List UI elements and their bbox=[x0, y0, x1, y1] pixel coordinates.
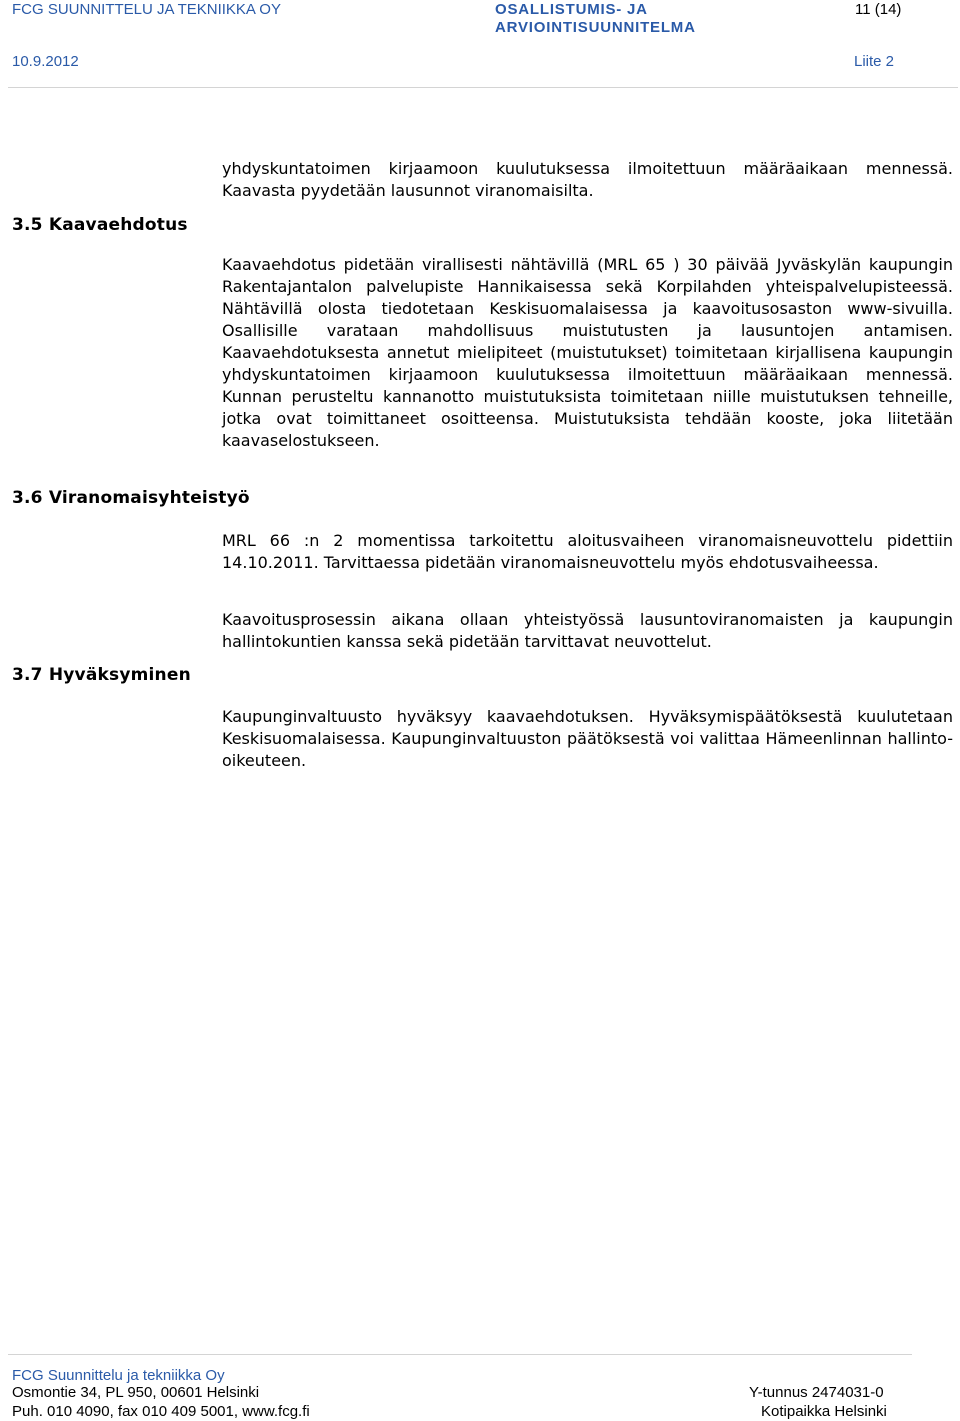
footer-domicile: Kotipaikka Helsinki bbox=[761, 1403, 887, 1420]
kaavaehdotus-paragraph: Kaavaehdotus pidetään virallisesti nähtävillä (MRL 65 ) 30 päivää Jyväskylän kaupungin Rakentajantalon palvelupiste Hannikaisessa sekä Korpilahden yhteispalvelupisteessä. Nähtävillä olosta tiedotetaan Keskisuomalaisessa ja kaavoitusosaston www-sivuilla. Osallisille varataan mahdollisuus muistutusten ja lausuntojen antamisen. Kaavaehdotuksesta annetut mielipiteet (muistutukset) toimitetaan kirjallisena kaupungin yhdyskuntatoimen kirjaamoon kuulutuksessa ilmoitettuun määräaikaan mennessä. Kunnan perusteltu kannanotto muistutuksista toimitetaan niille muistutuksen tehneille, jotka ovat toimittaneet osoitteensa. Muistutuksista tehdään kooste, joka liitetään kaavaselostukseen. bbox=[222, 255, 953, 450]
footer-business-id: Y-tunnus 2474031-0 bbox=[749, 1384, 884, 1401]
page-number: 11 (14) bbox=[855, 1, 902, 18]
footer-address: Osmontie 34, PL 950, 00601 Helsinki bbox=[12, 1384, 260, 1401]
header-divider bbox=[8, 87, 958, 88]
footer-org-name: FCG Suunnittelu ja tekniikka Oy bbox=[12, 1367, 225, 1384]
attachment-label: Liite 2 bbox=[854, 53, 895, 70]
document-date: 10.9.2012 bbox=[12, 53, 79, 70]
section-heading-viranomaisyhteistyo: 3.6 Viranomaisyhteistyö bbox=[12, 488, 250, 508]
viranomaisyhteistyo-paragraph-2: Kaavoitusprosessin aikana ollaan yhteistyössä lausuntoviranomaisten ja kaupungin hallintokuntien kanssa sekä pidetään tarvittavat neuvottelut. bbox=[222, 610, 953, 651]
section-heading-hyvaksyminen: 3.7 Hyväksyminen bbox=[12, 665, 191, 685]
viranomaisyhteistyo-paragraph-1: MRL 66 :n 2 momentissa tarkoitettu aloitusvaiheen viranomaisneuvottelu pidettiin 14.10.2011. Tarvittaessa pidetään viranomaisneuvottelu myös ehdotusvaiheessa. bbox=[222, 531, 953, 572]
footer-contact: Puh. 010 4090, fax 010 409 5001, www.fcg.fi bbox=[12, 1403, 310, 1420]
footer-divider bbox=[8, 1354, 912, 1355]
header-org-name: FCG SUUNNITTELU JA TEKNIIKKA OY bbox=[12, 1, 281, 18]
hyvaksyminen-paragraph: Kaupunginvaltuusto hyväksyy kaavaehdotuksen. Hyväksymispäätöksestä kuulutetaan Keskisuomalaisessa. Kaupunginvaltuuston päätöksestä voi valittaa Hämeenlinnan hallinto-oikeuteen. bbox=[222, 707, 953, 770]
section-heading-kaavaehdotus: 3.5 Kaavaehdotus bbox=[12, 215, 188, 235]
document-title: OSALLISTUMIS- JA ARVIOINTISUUNNITELMA bbox=[495, 1, 696, 36]
intro-paragraph: yhdyskuntatoimen kirjaamoon kuulutuksessa ilmoitettuun määräaikaan mennessä. Kaavasta pyydetään lausunnot viranomaisilta. bbox=[222, 159, 953, 200]
